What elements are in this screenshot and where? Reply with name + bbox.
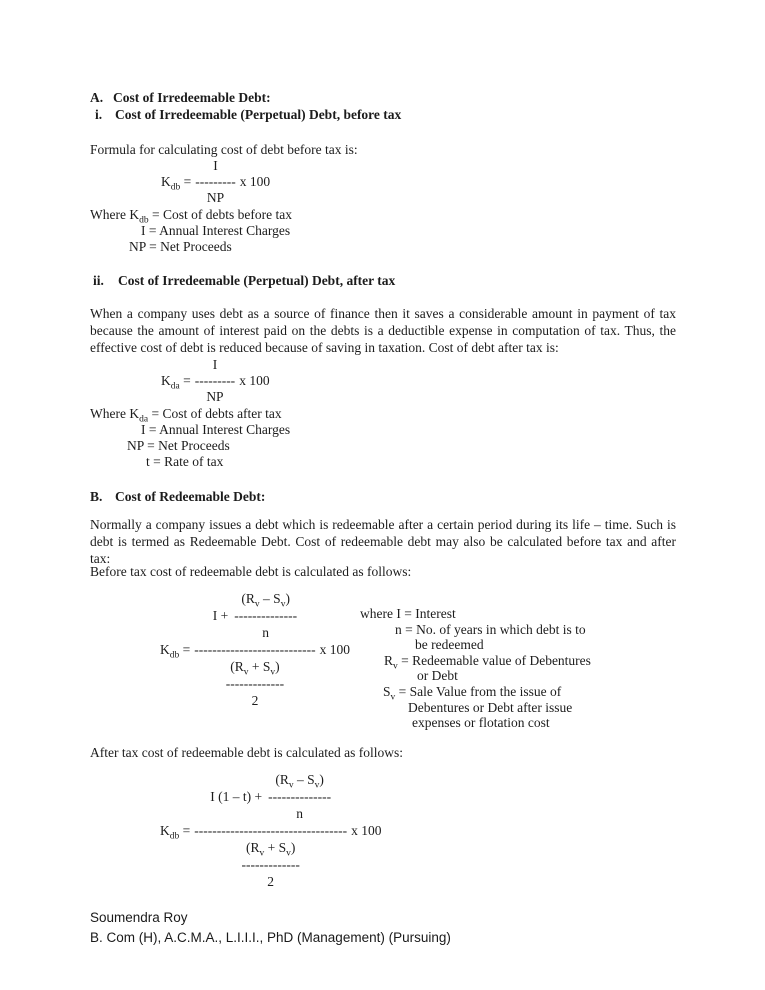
definition-line: Where $K_{db}$ = Cost of debts before tax — [90, 207, 292, 226]
fraction-bar: ------------- — [241, 857, 300, 872]
redeemable-paragraph: Normally a company issues a debt which is redeemable after a certain period during its life – time. Such is debt is termed as Redeemable Debt. Cost of redeemable debt may also be calculated before tax and after tax: — [90, 517, 676, 567]
formula-fraction — [194, 590, 315, 709]
definition-line: $R_v$ = Redeemable value of Debentures — [384, 652, 591, 672]
fraction-numerator: $(R_v + S_v)$ — [230, 659, 280, 678]
numerator-row — [213, 590, 297, 641]
formula-lhs: $K_{db}$ = — [160, 823, 191, 842]
numerator-row — [210, 771, 331, 822]
redeemable-after-tax-intro: After tax cost of redeemable debt is calculated as follows: — [90, 745, 404, 760]
fraction-denominator: 2 — [251, 693, 259, 708]
fraction-denominator: 2 — [267, 874, 275, 889]
formula-rhs: x 100 — [239, 373, 270, 388]
fraction-numerator: $(R_v + S_v)$ — [245, 840, 296, 859]
redeemable-before-tax-intro: Before tax cost of redeemable debt is calculated as follows: — [90, 564, 412, 579]
main-fraction-bar: --------------------------- — [194, 642, 316, 657]
fraction-numerator: I — [212, 357, 218, 372]
formula-rhs: x 100 — [351, 823, 382, 838]
fraction-numerator: $(R_v - S_v)$ — [241, 591, 290, 610]
definitions-irredeemable-after-tax — [90, 406, 290, 470]
numerator-prefix: I (1 – t) + — [210, 789, 263, 804]
formula-fraction — [195, 158, 235, 206]
formula-rhs: x 100 — [239, 174, 271, 189]
author-name: Soumendra Roy — [90, 910, 188, 925]
section-a-number: A. — [90, 90, 104, 105]
denominator-inner-fraction — [226, 658, 284, 709]
section-i-title: Cost of Irredeemable (Perpetual) Debt, before tax — [115, 107, 402, 122]
formula-redeemable-before-tax — [160, 590, 350, 709]
fraction-bar: ------------- — [225, 676, 285, 691]
fraction-numerator: $(R_v - S_v)$ — [275, 772, 324, 791]
fraction-numerator: I — [213, 158, 218, 173]
definition-line: expenses or flotation cost — [412, 715, 550, 731]
fraction-denominator: n — [262, 625, 270, 640]
numerator-inner-fraction — [234, 590, 297, 641]
main-fraction-bar: ---------------------------------- — [194, 823, 348, 838]
fraction-bar: -------------- — [234, 608, 298, 623]
formula-lhs: $K_{db}$ = — [161, 174, 192, 193]
fraction-denominator: NP — [206, 389, 224, 404]
numerator-prefix: I + — [212, 608, 229, 623]
section-ii-title: Cost of Irredeemable (Perpetual) Debt, after tax — [118, 273, 396, 288]
fraction-bar: -------------- — [268, 789, 332, 804]
formula-redeemable-after-tax — [160, 771, 381, 890]
definition-line: NP = Net Proceeds — [127, 438, 230, 453]
section-b-number: B. — [90, 489, 103, 504]
after-tax-paragraph: When a company uses debt as a source of finance then it saves a considerable amount in payment of tax because the amount of interest paid on the debts is a deductible expense in computation of tax. Thus, the effective cost of debt is reduced because of saving in taxation. Cost of debt after tax is: — [90, 306, 676, 356]
numerator-inner-fraction — [268, 771, 331, 822]
fraction-bar: --------- — [195, 174, 236, 189]
formula-lhs: $K_{da}$ = — [161, 373, 191, 392]
definition-line: Debentures or Debt after issue — [408, 699, 573, 715]
fraction-bar: --------- — [194, 373, 236, 388]
definitions-redeemable — [360, 606, 591, 731]
definition-line: NP = Net Proceeds — [129, 239, 232, 255]
definition-line: $S_v$ = Sale Value from the issue of — [383, 683, 562, 703]
author-credentials: B. Com (H), A.C.M.A., L.I.I.I., PhD (Management) (Pursuing) — [90, 930, 451, 945]
author-signature — [90, 908, 451, 948]
section-ii-number: ii. — [93, 273, 104, 288]
section-i-number: i. — [95, 107, 103, 122]
formula-lhs: $K_{db}$ = — [160, 642, 191, 661]
section-a-heading — [90, 89, 271, 106]
section-b-heading — [90, 488, 265, 505]
definition-line: I = Annual Interest Charges — [141, 223, 291, 239]
definition-line: I = Annual Interest Charges — [141, 422, 291, 437]
definition-line: Where $K_{da}$ = Cost of debts after tax — [90, 406, 282, 425]
definition-line: or Debt — [417, 668, 458, 684]
before-tax-formula-intro: Formula for calculating cost of debt before tax is: — [90, 142, 358, 157]
formula-rhs: x 100 — [319, 642, 351, 657]
section-i-heading — [95, 106, 401, 123]
definition-line: be redeemed — [415, 637, 484, 653]
formula-fraction — [194, 771, 347, 890]
definition-line: where I = Interest — [360, 606, 456, 621]
fraction-denominator: n — [296, 806, 303, 821]
definition-line: n = No. of years in which debt is to — [395, 621, 586, 637]
section-a-title: Cost of Irredeemable Debt: — [113, 90, 271, 105]
denominator-inner-fraction — [241, 839, 299, 890]
section-b-title: Cost of Redeemable Debt: — [115, 489, 266, 504]
formula-fraction — [195, 357, 235, 405]
definition-line: t = Rate of tax — [146, 454, 224, 469]
definitions-irredeemable-before-tax — [90, 207, 292, 256]
section-ii-heading — [93, 272, 395, 289]
formula-irredeemable-after-tax — [161, 357, 270, 405]
formula-irredeemable-before-tax — [161, 158, 270, 206]
fraction-denominator: NP — [206, 190, 225, 205]
